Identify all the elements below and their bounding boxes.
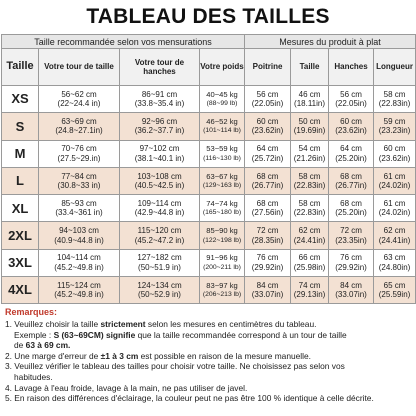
waist-cell [39,140,120,167]
chest-cm-value: 72 cm [256,226,279,236]
hips-cell [120,277,200,304]
chest-cell [245,140,291,167]
waist-cell [39,86,120,113]
weight-lb-value: (116~130 lb) [203,154,241,162]
size-value: L [16,173,24,189]
weight-kg-value: 91~96 kg [206,253,238,263]
l-cm-value: 62 cm [383,226,406,236]
hips-in-value: (45.2~47.2 in) [134,235,185,245]
hips-cm-value: 115~120 cm [137,226,182,236]
waist-cell [39,222,120,249]
size-cell [2,195,39,222]
weight-cell [200,167,245,194]
hips-cell [120,167,200,194]
size-cell [2,249,39,276]
weight-lb-value: (206~213 lb) [202,291,242,299]
chest-cm-value: 60 cm [256,116,279,126]
chest-in-value: (22.05in) [251,99,284,109]
waist-in-value: (40.9~44.8 in) [54,235,104,245]
length-cell [374,167,416,194]
chest-cell [245,277,291,304]
product-waist-cell [291,195,329,222]
product-flat-measurements-header: Mesures du produit à plat [245,35,416,49]
chest-cell [245,195,291,222]
hips-cm-value: 127~182 cm [137,253,182,263]
product-waist-cell [291,113,329,140]
hips-in-value: (50~52.9 in) [138,290,181,300]
length-cell [374,86,416,113]
weight-kg-value: 63~67 kg [206,171,238,181]
size-table [1,34,416,304]
chest-in-value: (23.62in) [251,126,284,136]
l-in-value: (24.80in) [378,262,411,272]
table-row [2,277,416,304]
remark-3: 3. Veuillez vérifier le tableau des tailles pour choisir votre taille. Ne choisissez pas selon vos [5,361,345,372]
table-row [2,249,416,276]
chart-title: TABLEAU DES TAILLES [86,5,330,28]
waist-in-value: (27.5~29.in) [57,153,101,163]
t-cm-value: 58 cm [298,198,321,208]
t-in-value: (22.83in) [293,181,326,191]
weight-cell [200,222,245,249]
l-in-value: (23.62in) [378,153,411,163]
weight-cell [200,277,245,304]
chest-in-value: (27.56in) [251,208,284,218]
size-column-header: Taille [2,49,39,86]
waist-cell [39,249,120,276]
waist-cell [39,195,120,222]
product-hips-cell [329,140,374,167]
h-in-value: (25.20in) [335,208,367,218]
hips-in-value: (36.2~37.7 in) [134,126,185,136]
length-cell [374,222,416,249]
table-row [2,222,416,249]
waist-in-value: (30.8~33 in) [57,181,101,191]
chest-cell [245,167,291,194]
t-cm-value: 58 cm [298,171,321,181]
t-cm-value: 50 cm [298,116,321,126]
h-in-value: (33.07in) [335,290,367,300]
t-cm-value: 74 cm [298,280,321,290]
h-in-value: (25.20in) [335,153,367,163]
chest-cm-value: 84 cm [256,280,279,290]
chest-cm-value: 68 cm [256,171,279,181]
l-in-value: (24.02in) [378,208,411,218]
l-cm-value: 63 cm [383,253,406,263]
h-cm-value: 56 cm [340,89,362,99]
chest-in-value: (26.77in) [251,181,284,191]
l-cm-value: 58 cm [383,89,406,99]
size-value: XS [11,91,29,107]
size-cell [2,167,39,194]
t-cm-value: 66 cm [298,253,321,263]
hips-cell [120,249,200,276]
h-cm-value: 60 cm [340,116,362,126]
t-in-value: (25.98in) [293,262,326,272]
hips-cm-value: 86~91 cm [141,89,178,99]
product-hips-cell [329,86,374,113]
h-cm-value: 68 cm [340,198,362,208]
size-value: XL [11,200,29,216]
weight-kg-value: 74~74 kg [206,198,238,208]
h-cm-value: 76 cm [340,253,362,263]
weight-lb-value: (200~211 lb) [203,263,241,271]
hips-in-value: (50~51.9 in) [138,262,181,272]
chest-cell [245,222,291,249]
h-in-value: (22.05in) [335,99,367,109]
chest-in-value: (33.07in) [251,290,284,300]
length-cell [374,249,416,276]
l-in-value: (25.59in) [378,290,411,300]
length-cell [374,113,416,140]
chest-cm-value: 56 cm [256,89,279,99]
remark-2: 2. Une marge d'erreur de ±1 à 3 cm est possible en raison de la mesure manuelle. [5,350,312,361]
chest-cell [245,86,291,113]
product-hips-cell [329,249,374,276]
chest-cm-value: 64 cm [256,144,279,154]
remark-1-example-end: de 63 à 69 cm. [14,340,71,351]
t-cm-value: 54 cm [298,144,321,154]
hips-cm-value: 97~102 cm [139,144,180,154]
waist-in-value: (45.2~49.8 in) [54,262,104,272]
chest-in-value: (29.92in) [251,262,284,272]
waist-cm-value: 115~124 cm [57,280,101,290]
h-cm-value: 72 cm [340,226,362,236]
chest-cell [245,249,291,276]
waist-cell [39,277,120,304]
waist-cm-value: 104~114 cm [57,253,101,263]
product-waist-column-header: Taille [291,49,329,86]
hips-cell [120,140,200,167]
chest-in-value: (25.72in) [251,153,284,163]
hips-cm-value: 92~96 cm [141,116,178,126]
table-row [2,113,416,140]
waist-cell [39,113,120,140]
weight-lb-value: (122~198 lb) [202,236,242,244]
recommended-size-group-header: Taille recommandée selon vos mensurations [2,35,245,49]
product-hips-cell [329,113,374,140]
chest-cell [245,113,291,140]
hips-in-value: (42.9~44.8 in) [134,208,185,218]
weight-cell [200,113,245,140]
hips-cm-value: 124~134 cm [137,280,182,290]
t-in-value: (29.13in) [293,290,326,300]
size-value: S [15,118,25,134]
weight-cell [200,195,245,222]
remark-1: 1. Veuillez choisir la taille strictement selon les mesures en centimètres du tableau. [5,318,317,329]
size-cell [2,140,39,167]
hips-cm-value: 103~108 cm [137,171,182,181]
table-row [2,195,416,222]
l-cm-value: 65 cm [383,280,406,290]
h-in-value: (29.92in) [335,262,367,272]
l-in-value: (24.02in) [378,181,411,191]
remark-5: 5. En raison des différences d'éclairage, la couleur peut ne pas être 100 % identique à celle décrite. [5,393,374,404]
waist-cm-value: 77~84 cm [61,171,97,181]
table-row [2,86,416,113]
size-value: 4XL [8,282,32,298]
waist-in-value: (33.4~361 in) [55,208,103,218]
size-value: 3XL [8,255,32,271]
t-cm-value: 62 cm [298,226,321,236]
waist-cm-value: 70~76 cm [61,144,97,154]
table-row [2,167,416,194]
waist-column-header: Votre tour de taille [39,49,120,86]
chest-cm-value: 76 cm [256,253,279,263]
product-waist-cell [291,167,329,194]
hips-cell [120,86,200,113]
waist-in-value: (24.8~27.1in) [55,126,103,136]
weight-cell [200,140,245,167]
table-row [2,140,416,167]
remarks-section [0,304,416,403]
weight-kg-value: 83~97 kg [206,280,238,290]
hips-cell [120,222,200,249]
h-cm-value: 68 cm [340,171,362,181]
size-value: M [14,145,26,161]
hips-in-value: (38.1~40.1 in) [134,153,185,163]
length-cell [374,140,416,167]
size-cell [2,86,39,113]
weight-cell [200,249,245,276]
product-hips-cell [329,277,374,304]
l-in-value: (22.83in) [378,99,411,109]
weight-kg-value: 53~59 kg [206,144,238,154]
waist-cm-value: 63~69 cm [61,116,97,126]
remark-1-example: Exemple : S (63~69CM) signifie que la taille recommandée correspond à un tour de taille [14,329,347,340]
l-cm-value: 61 cm [383,171,406,181]
l-cm-value: 59 cm [383,116,406,126]
l-in-value: (24.41in) [378,235,411,245]
waist-cell [39,167,120,194]
l-cm-value: 61 cm [383,198,406,208]
h-in-value: (23.35in) [335,235,367,245]
t-in-value: (22.83in) [293,208,326,218]
waist-in-value: (45.2~49.8 in) [54,290,104,300]
size-cell [2,277,39,304]
hips-cell [120,195,200,222]
product-hips-column-header: Hanches [329,49,374,86]
remark-3-continued: habitudes. [14,371,53,382]
length-cell [374,195,416,222]
hips-cell [120,113,200,140]
chest-in-value: (28.35in) [251,235,284,245]
l-cm-value: 60 cm [383,144,406,154]
t-in-value: (24.41in) [293,235,326,245]
t-in-value: (19.69in) [293,126,326,136]
size-cell [2,222,39,249]
waist-cm-value: 94~103 cm [59,226,99,236]
waist-in-value: (22~24.4 in) [57,99,101,109]
weight-lb-value: (101~114 lb) [203,127,241,135]
remarks-title: Remarques: [5,307,58,318]
weight-lb-value: (165~180 lb) [202,209,242,217]
l-in-value: (23.23in) [378,126,411,136]
weight-column-header: Votre poids [200,49,245,86]
size-value: 2XL [8,227,32,243]
size-cell [2,113,39,140]
chest-column-header: Poitrine [245,49,291,86]
length-cell [374,277,416,304]
t-cm-value: 46 cm [298,89,321,99]
t-in-value: (18.11in) [294,99,326,109]
h-cm-value: 64 cm [340,144,362,154]
waist-cm-value: 56~62 cm [61,89,97,99]
product-hips-cell [329,167,374,194]
weight-lb-value: (129~163 lb) [202,182,242,190]
hips-in-value: (40.5~42.5 in) [134,181,185,191]
weight-lb-value: (88~99 lb) [206,100,238,108]
product-waist-cell [291,277,329,304]
h-in-value: (23.62in) [335,126,367,136]
weight-kg-value: 40~45 kg [206,89,238,99]
chest-cm-value: 68 cm [256,198,279,208]
product-waist-cell [291,249,329,276]
hips-cm-value: 109~114 cm [137,198,182,208]
product-hips-cell [329,222,374,249]
h-cm-value: 84 cm [340,280,362,290]
h-in-value: (26.77in) [335,181,367,191]
product-waist-cell [291,222,329,249]
waist-cm-value: 85~93 cm [61,198,97,208]
hips-column-header: Votre tour de hanches [120,49,200,86]
product-waist-cell [291,86,329,113]
t-in-value: (21.26in) [293,153,326,163]
hips-in-value: (33.8~35.4 in) [134,99,185,109]
remark-4: 4. Lavage à l'eau froide, lavage à la main, ne pas utiliser de javel. [5,382,248,393]
length-column-header: Longueur [374,49,416,86]
weight-cell [200,86,245,113]
weight-kg-value: 46~52 kg [206,116,238,126]
product-hips-cell [329,195,374,222]
product-waist-cell [291,140,329,167]
weight-kg-value: 85~90 kg [206,226,238,236]
